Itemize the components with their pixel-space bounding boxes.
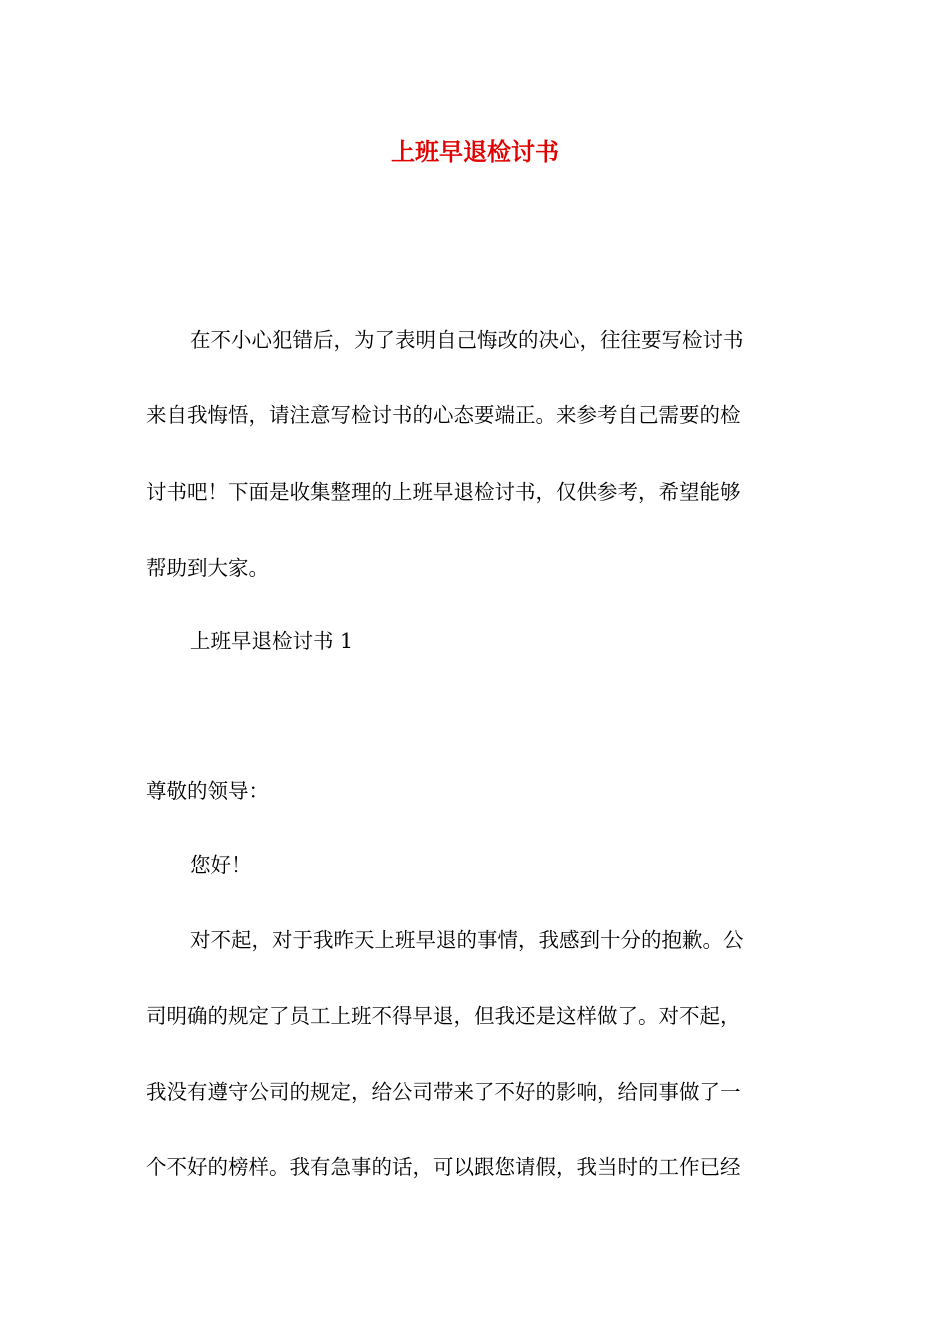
- intro-line-3: 讨书吧！下面是收集整理的上班早退检讨书，仅供参考，希望能够: [146, 480, 741, 504]
- greeting: 您好！: [190, 853, 252, 877]
- intro-line-1: 在不小心犯错后，为了表明自己悔改的决心，往往要写检讨书: [190, 328, 744, 352]
- document-title: 上班早退检讨书: [391, 137, 559, 166]
- salutation: 尊敬的领导：: [146, 779, 269, 803]
- intro-line-4: 帮助到大家。: [146, 556, 269, 580]
- section-heading: 上班早退检讨书 1: [190, 629, 354, 653]
- body-line-3: 我没有遵守公司的规定，给公司带来了不好的影响，给同事做了一: [146, 1080, 741, 1104]
- intro-line-2: 来自我悔悟，请注意写检讨书的心态要端正。来参考自己需要的检: [146, 403, 741, 427]
- body-line-4: 个不好的榜样。我有急事的话，可以跟您请假，我当时的工作已经: [146, 1155, 741, 1179]
- body-line-2: 司明确的规定了员工上班不得早退，但我还是这样做了。对不起，: [146, 1004, 741, 1028]
- body-line-1: 对不起，对于我昨天上班早退的事情，我感到十分的抱歉。公: [190, 928, 744, 952]
